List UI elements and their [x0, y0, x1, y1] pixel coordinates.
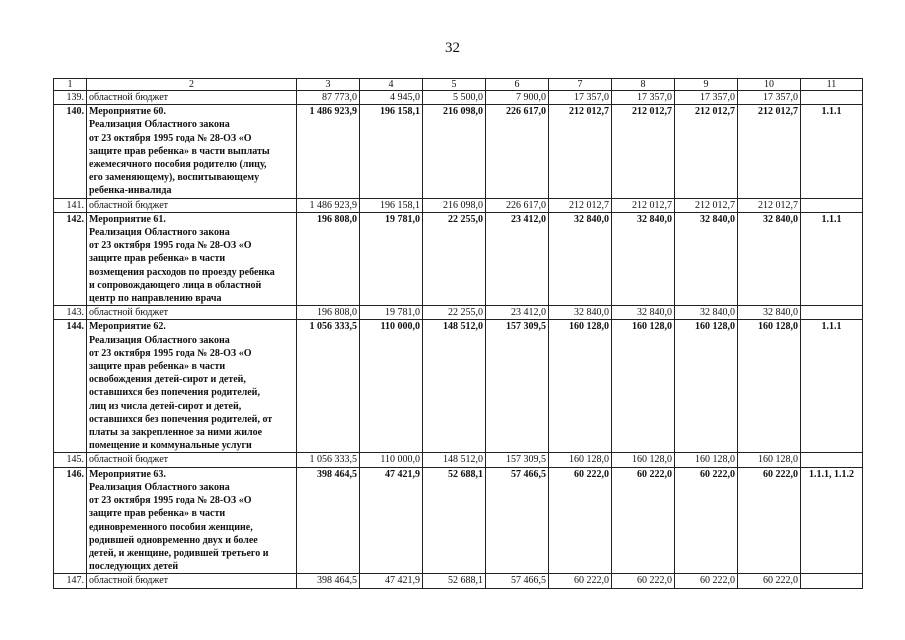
amount-cell: 212 012,7 — [612, 105, 675, 198]
amount-cell: 196 158,1 — [360, 105, 423, 198]
row-description — [87, 91, 297, 105]
amount-cell: 226 617,0 — [486, 198, 549, 212]
amount-cell: 19 781,0 — [360, 306, 423, 320]
table-row-measure — [54, 105, 863, 198]
row-number: 143. — [54, 306, 87, 320]
amount-cell: 60 222,0 — [738, 574, 801, 588]
description-line: платы за закрепленное за ними жилое — [89, 427, 263, 439]
header-cell: 2 — [87, 79, 297, 91]
amount-cell: 32 840,0 — [738, 306, 801, 320]
amount-cell: 32 840,0 — [612, 212, 675, 305]
description-line: областной бюджет — [89, 199, 169, 211]
amount-cell: 1 056 333,5 — [297, 320, 360, 453]
amount-cell: 212 012,7 — [738, 198, 801, 212]
indicator-ref — [801, 306, 863, 320]
amount-cell: 148 512,0 — [423, 320, 486, 453]
amount-cell: 22 255,0 — [423, 212, 486, 305]
amount-cell: 60 222,0 — [549, 467, 612, 574]
amount-cell: 57 466,5 — [486, 467, 549, 574]
expenditure-table — [53, 78, 863, 589]
amount-cell: 60 222,0 — [549, 574, 612, 588]
header-cell: 6 — [486, 79, 549, 91]
row-number: 141. — [54, 198, 87, 212]
description-line: ребенка-инвалида — [89, 185, 172, 197]
amount-cell: 157 309,5 — [486, 453, 549, 467]
amount-cell: 60 222,0 — [612, 467, 675, 574]
row-description — [87, 212, 297, 305]
header-cell: 1 — [54, 79, 87, 91]
amount-cell: 32 840,0 — [549, 306, 612, 320]
amount-cell: 160 128,0 — [738, 453, 801, 467]
amount-cell: 87 773,0 — [297, 91, 360, 105]
table-row-budget — [54, 453, 863, 467]
amount-cell: 60 222,0 — [612, 574, 675, 588]
header-cell: 9 — [675, 79, 738, 91]
indicator-ref: 1.1.1 — [801, 320, 863, 453]
amount-cell: 17 357,0 — [738, 91, 801, 105]
page-number: 32 — [445, 40, 460, 56]
description-line: защите прав ребенка» в части выплаты — [89, 145, 270, 157]
description-line: от 23 октября 1995 года № 28-ОЗ «О — [89, 240, 252, 252]
table-body — [54, 79, 863, 589]
row-description — [87, 574, 297, 588]
amount-cell: 60 222,0 — [738, 467, 801, 574]
amount-cell: 7 900,0 — [486, 91, 549, 105]
row-description — [87, 198, 297, 212]
description-line: Мероприятие 60. — [89, 106, 166, 118]
amount-cell: 4 945,0 — [360, 91, 423, 105]
amount-cell: 110 000,0 — [360, 453, 423, 467]
description-line: Мероприятие 63. — [89, 468, 166, 480]
indicator-ref: 1.1.1, 1.1.2 — [801, 467, 863, 574]
table-row-budget — [54, 306, 863, 320]
table-row-measure — [54, 212, 863, 305]
amount-cell: 32 840,0 — [612, 306, 675, 320]
description-line: защите прав ребенка» в части — [89, 253, 226, 265]
amount-cell: 398 464,5 — [297, 467, 360, 574]
table-row-measure — [54, 320, 863, 453]
table-row-measure — [54, 467, 863, 574]
amount-cell: 52 688,1 — [423, 467, 486, 574]
amount-cell: 52 688,1 — [423, 574, 486, 588]
amount-cell: 196 158,1 — [360, 198, 423, 212]
indicator-ref — [801, 453, 863, 467]
description-line: его заменяющему), воспитывающему — [89, 172, 260, 184]
row-number: 144. — [54, 320, 87, 453]
header-cell: 10 — [738, 79, 801, 91]
amount-cell: 23 412,0 — [486, 306, 549, 320]
header-cell: 3 — [297, 79, 360, 91]
row-description — [87, 453, 297, 467]
description-line: Реализация Областного закона — [89, 481, 230, 493]
amount-cell: 17 357,0 — [549, 91, 612, 105]
indicator-ref: 1.1.1 — [801, 212, 863, 305]
header-cell: 11 — [801, 79, 863, 91]
description-line: единовременного пособия женщине, — [89, 521, 253, 533]
indicator-ref — [801, 91, 863, 105]
description-line: ежемесячного пособия родителю (лицу, — [89, 159, 267, 171]
amount-cell: 148 512,0 — [423, 453, 486, 467]
amount-cell: 5 500,0 — [423, 91, 486, 105]
header-cell: 8 — [612, 79, 675, 91]
description-line: Мероприятие 62. — [89, 321, 166, 333]
amount-cell: 226 617,0 — [486, 105, 549, 198]
amount-cell: 1 056 333,5 — [297, 453, 360, 467]
row-number: 140. — [54, 105, 87, 198]
description-line: Реализация Областного закона — [89, 119, 230, 131]
amount-cell: 22 255,0 — [423, 306, 486, 320]
row-description — [87, 467, 297, 574]
description-line: от 23 октября 1995 года № 28-ОЗ «О — [89, 347, 252, 359]
description-line: Реализация Областного закона — [89, 227, 230, 239]
description-line: последующих детей — [89, 561, 179, 573]
amount-cell: 160 128,0 — [738, 320, 801, 453]
table-row-budget — [54, 198, 863, 212]
description-line: детей, и женщине, родившей третьего и — [89, 547, 269, 559]
row-number: 147. — [54, 574, 87, 588]
amount-cell: 110 000,0 — [360, 320, 423, 453]
amount-cell: 157 309,5 — [486, 320, 549, 453]
description-line: возмещения расходов по проезду ребенка — [89, 266, 275, 278]
amount-cell: 160 128,0 — [549, 320, 612, 453]
amount-cell: 398 464,5 — [297, 574, 360, 588]
indicator-ref — [801, 574, 863, 588]
row-number: 145. — [54, 453, 87, 467]
description-line: оставшихся без попечения родителей, — [89, 387, 260, 399]
description-line: и сопровождающего лица в областной — [89, 279, 262, 291]
table-row-budget — [54, 91, 863, 105]
amount-cell: 17 357,0 — [612, 91, 675, 105]
amount-cell: 32 840,0 — [675, 306, 738, 320]
description-line: от 23 октября 1995 года № 28-ОЗ «О — [89, 132, 252, 144]
amount-cell: 212 012,7 — [549, 198, 612, 212]
description-line: защите прав ребенка» в части — [89, 508, 226, 520]
amount-cell: 23 412,0 — [486, 212, 549, 305]
description-line: областной бюджет — [89, 454, 169, 466]
amount-cell: 32 840,0 — [738, 212, 801, 305]
amount-cell: 160 128,0 — [612, 453, 675, 467]
row-number: 142. — [54, 212, 87, 305]
amount-cell: 216 098,0 — [423, 105, 486, 198]
amount-cell: 212 012,7 — [675, 198, 738, 212]
amount-cell: 57 466,5 — [486, 574, 549, 588]
description-line: Мероприятие 61. — [89, 213, 166, 225]
description-line: оставшихся без попечения родителей, от — [89, 413, 273, 425]
header-cell: 7 — [549, 79, 612, 91]
description-line: областной бюджет — [89, 307, 169, 319]
amount-cell: 212 012,7 — [675, 105, 738, 198]
amount-cell: 60 222,0 — [675, 574, 738, 588]
description-line: лиц из числа детей-сирот и детей, — [89, 400, 242, 412]
amount-cell: 216 098,0 — [423, 198, 486, 212]
indicator-ref: 1.1.1 — [801, 105, 863, 198]
amount-cell: 160 128,0 — [612, 320, 675, 453]
description-line: Реализация Областного закона — [89, 334, 230, 346]
description-line: помещение и коммунальные услуги — [89, 440, 252, 452]
amount-cell: 212 012,7 — [738, 105, 801, 198]
amount-cell: 32 840,0 — [675, 212, 738, 305]
amount-cell: 19 781,0 — [360, 212, 423, 305]
amount-cell: 47 421,9 — [360, 467, 423, 574]
description-line: родившей одновременно двух и более — [89, 534, 258, 546]
amount-cell: 160 128,0 — [549, 453, 612, 467]
header-cell: 4 — [360, 79, 423, 91]
amount-cell: 32 840,0 — [549, 212, 612, 305]
description-line: от 23 октября 1995 года № 28-ОЗ «О — [89, 495, 252, 507]
amount-cell: 212 012,7 — [612, 198, 675, 212]
description-line: центр по направлению врача — [89, 293, 222, 305]
amount-cell: 196 808,0 — [297, 306, 360, 320]
indicator-ref — [801, 198, 863, 212]
description-line: областной бюджет — [89, 575, 169, 587]
amount-cell: 212 012,7 — [549, 105, 612, 198]
table-row-budget — [54, 574, 863, 588]
header-cell: 5 — [423, 79, 486, 91]
amount-cell: 160 128,0 — [675, 320, 738, 453]
amount-cell: 1 486 923,9 — [297, 105, 360, 198]
description-line: областной бюджет — [89, 92, 169, 103]
row-number: 146. — [54, 467, 87, 574]
table-header-row — [54, 79, 863, 91]
amount-cell: 60 222,0 — [675, 467, 738, 574]
amount-cell: 160 128,0 — [675, 453, 738, 467]
description-line: защите прав ребенка» в части — [89, 361, 226, 373]
amount-cell: 1 486 923,9 — [297, 198, 360, 212]
amount-cell: 17 357,0 — [675, 91, 738, 105]
description-line: освобождения детей-сирот и детей, — [89, 374, 246, 386]
amount-cell: 47 421,9 — [360, 574, 423, 588]
row-number: 139. — [54, 91, 87, 105]
row-description — [87, 105, 297, 198]
amount-cell: 196 808,0 — [297, 212, 360, 305]
row-description — [87, 320, 297, 453]
row-description — [87, 306, 297, 320]
